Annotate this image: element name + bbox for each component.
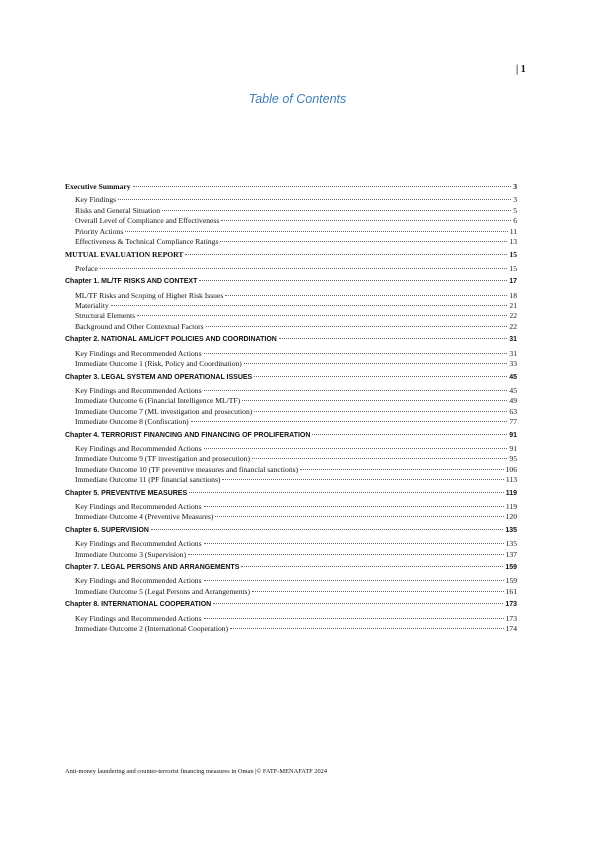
toc-entry-label: Immediate Outcome 11 (PF financial sanctions) <box>75 475 221 485</box>
dot-leader <box>215 516 503 517</box>
toc-entry[interactable] <box>65 206 517 216</box>
toc-entry-label: Key Findings and Recommended Actions <box>75 539 202 549</box>
toc-entry-label: Immediate Outcome 8 (Confiscation) <box>75 417 189 427</box>
toc-entry-label: Overall Level of Compliance and Effectiveness <box>75 216 220 226</box>
toc-entry-label: Immediate Outcome 2 (International Cooperation) <box>75 624 229 634</box>
toc-section-title: Chapter 1. ML/TF RISKS AND CONTEXT <box>65 278 198 286</box>
toc-entry-label: Immediate Outcome 3 (Supervision) <box>75 549 187 559</box>
toc-section-title: Chapter 5. PREVENTIVE MEASURES <box>65 489 188 497</box>
dot-leader <box>185 254 507 255</box>
toc-entry[interactable] <box>65 311 517 321</box>
page-footer: Anti-money laundering and counter-terrorist financing measures in Oman |© FATF-MENAFATF 2024 <box>65 768 328 775</box>
page-number: | 1 <box>516 64 526 75</box>
toc-section-title: Executive Summary <box>65 182 131 191</box>
toc-page-number: 45 <box>509 373 517 381</box>
toc-page-number: 63 <box>509 406 517 416</box>
toc-section-entry[interactable] <box>65 489 517 499</box>
toc-entry[interactable] <box>65 216 517 226</box>
dot-leader <box>191 421 508 422</box>
toc-entry[interactable] <box>65 349 517 359</box>
toc-page-number: 161 <box>505 586 517 596</box>
toc-page-number: 49 <box>509 396 517 406</box>
toc-page-number: 137 <box>505 549 517 559</box>
toc-entry[interactable] <box>65 512 517 522</box>
dot-leader <box>162 210 511 211</box>
toc-page-number: 21 <box>509 301 517 311</box>
dot-leader <box>199 280 507 281</box>
dot-leader <box>151 529 503 530</box>
toc-entry-label: Priority Actions <box>75 226 124 236</box>
toc-entry[interactable] <box>65 576 517 586</box>
toc-entry-label: Immediate Outcome 9 (TF investigation and prosecution) <box>75 454 251 464</box>
toc-entry-label: Immediate Outcome 1 (Risk, Policy and Coordination) <box>75 359 242 369</box>
dot-leader <box>252 591 504 592</box>
dot-leader <box>204 448 508 449</box>
toc-section-entry[interactable] <box>65 277 517 287</box>
toc-entry-label: Key Findings <box>75 195 117 205</box>
toc-section-entry[interactable] <box>65 373 517 383</box>
toc-page-number: 113 <box>505 475 517 485</box>
toc-entry-label: Immediate Outcome 10 (TF preventive measures and financial sanctions) <box>75 464 299 474</box>
toc-section-title: Chapter 6. SUPERVISION <box>65 526 149 534</box>
toc-entry[interactable] <box>65 386 517 396</box>
toc-entry[interactable] <box>65 237 517 247</box>
toc-page-number: 22 <box>509 321 517 331</box>
page-title: Table of Contents <box>248 92 347 106</box>
dot-leader <box>279 338 507 339</box>
toc-section-entry[interactable] <box>65 250 517 260</box>
toc-entry-label: Preface <box>75 263 98 273</box>
dot-leader <box>254 411 507 412</box>
toc-section-title: MUTUAL EVALUATION REPORT <box>65 250 184 260</box>
dot-leader <box>230 628 504 629</box>
toc-page-number: 3 <box>513 182 517 191</box>
toc-entry[interactable] <box>65 227 517 237</box>
toc-page-number: 119 <box>505 501 517 511</box>
dot-leader <box>300 469 504 470</box>
toc-entry[interactable] <box>65 475 517 485</box>
toc-page-number: 119 <box>505 489 517 497</box>
toc-section-entry[interactable] <box>65 335 517 345</box>
toc-section-entry[interactable] <box>65 526 517 536</box>
toc-section-entry[interactable] <box>65 182 517 192</box>
dot-leader <box>244 363 508 364</box>
toc-page-number: 159 <box>505 564 517 571</box>
toc-section-title: Chapter 4. TERRORIST FINANCING AND FINANCING OF PROLIFERATION <box>65 431 311 439</box>
dot-leader <box>133 186 512 187</box>
toc-entry-label: Key Findings and Recommended Actions <box>75 348 202 358</box>
toc-entry[interactable] <box>65 539 517 549</box>
toc-entry-label: Materiality <box>75 301 109 311</box>
toc-entry[interactable] <box>65 465 517 475</box>
toc-entry[interactable] <box>65 587 517 597</box>
dot-leader <box>225 295 507 296</box>
toc-entry[interactable] <box>65 264 517 274</box>
dot-leader <box>137 315 507 316</box>
toc-entry[interactable] <box>65 322 517 332</box>
toc-entry-label: Risks and General Situation <box>75 205 160 215</box>
toc-page-number: 3 <box>513 195 517 205</box>
dot-leader <box>189 492 504 493</box>
toc-page-number: 173 <box>505 613 517 623</box>
dot-leader <box>220 241 507 242</box>
toc-page-number: 159 <box>505 576 517 586</box>
toc-page-number: 33 <box>509 359 517 369</box>
toc-section-entry[interactable] <box>65 563 517 573</box>
toc-page-number: 31 <box>509 336 517 344</box>
toc-page-number: 91 <box>509 443 517 453</box>
dot-leader <box>204 543 504 544</box>
dot-leader <box>204 580 504 581</box>
toc-page-number: 5 <box>513 205 517 215</box>
toc-section-title: Chapter 3. LEGAL SYSTEM AND OPERATIONAL ISSUES <box>65 373 253 381</box>
toc-entry-label: ML/TF Risks and Scoping of Higher Risk Issues <box>75 290 224 300</box>
toc-entry-label: Effectiveness & Technical Compliance Ratings <box>75 237 219 247</box>
toc-entry[interactable] <box>65 550 517 560</box>
toc-section-entry[interactable] <box>65 600 517 610</box>
dot-leader <box>254 376 507 377</box>
toc-page-number: 45 <box>509 385 517 395</box>
toc-entry[interactable] <box>65 195 517 205</box>
dot-leader <box>221 220 511 221</box>
toc-page-number: 22 <box>509 311 517 321</box>
toc-page-number: 106 <box>505 464 517 474</box>
toc-section-title: Chapter 8. INTERNATIONAL COOPERATION <box>65 601 212 609</box>
toc-entry[interactable] <box>65 359 517 369</box>
dot-leader <box>204 506 504 507</box>
dot-leader <box>206 326 508 327</box>
dot-leader <box>241 566 503 567</box>
toc-page-number: 15 <box>509 263 517 273</box>
toc-page-number: 13 <box>509 237 517 247</box>
toc-section-title: Chapter 7. LEGAL PERSONS AND ARRANGEMENTS <box>65 564 240 571</box>
toc-page-number: 17 <box>509 278 517 286</box>
toc-entry[interactable] <box>65 396 517 406</box>
dot-leader <box>252 458 507 459</box>
toc-entry[interactable] <box>65 454 517 464</box>
toc-entry-label: Key Findings and Recommended Actions <box>75 443 202 453</box>
toc-page-number: 18 <box>509 290 517 300</box>
dot-leader <box>125 231 507 232</box>
table-of-contents <box>65 182 517 634</box>
dot-leader <box>204 353 508 354</box>
toc-entry-label: Immediate Outcome 7 (ML investigation and prosecution) <box>75 406 253 416</box>
toc-section-title: Chapter 2. NATIONAL AML/CFT POLICIES AND COORDINATION <box>65 336 277 344</box>
dot-leader <box>111 305 508 306</box>
toc-page-number: 15 <box>509 250 517 260</box>
toc-page-number: 120 <box>505 512 517 522</box>
toc-page-number: 135 <box>505 539 517 549</box>
toc-page-number: 77 <box>509 417 517 427</box>
dot-leader <box>100 268 508 269</box>
toc-page-number: 31 <box>509 348 517 358</box>
toc-section-entry[interactable] <box>65 431 517 441</box>
toc-page-number: 91 <box>509 431 517 439</box>
toc-entry[interactable] <box>65 417 517 427</box>
toc-page-number: 135 <box>505 526 517 534</box>
dot-leader <box>204 618 504 619</box>
toc-entry-label: Key Findings and Recommended Actions <box>75 385 202 395</box>
toc-page-number: 174 <box>505 624 517 634</box>
toc-entry-label: Immediate Outcome 4 (Preventive Measures) <box>75 512 214 522</box>
dot-leader <box>213 603 503 604</box>
toc-entry-label: Key Findings and Recommended Actions <box>75 576 202 586</box>
toc-entry-label: Structural Elements <box>75 311 136 321</box>
dot-leader <box>242 400 507 401</box>
dot-leader <box>118 199 511 200</box>
toc-entry-label: Immediate Outcome 5 (Legal Persons and Arrangements) <box>75 586 251 596</box>
toc-entry[interactable] <box>65 614 517 624</box>
dot-leader <box>188 554 503 555</box>
toc-page-number: 173 <box>505 601 517 609</box>
toc-page-number: 11 <box>509 226 517 236</box>
toc-page-number: 95 <box>509 454 517 464</box>
toc-entry[interactable] <box>65 301 517 311</box>
dot-leader <box>312 434 507 435</box>
toc-entry[interactable] <box>65 407 517 417</box>
toc-entry[interactable] <box>65 291 517 301</box>
toc-entry-label: Key Findings and Recommended Actions <box>75 613 202 623</box>
toc-entry[interactable] <box>65 444 517 454</box>
dot-leader <box>222 479 503 480</box>
toc-entry-label: Key Findings and Recommended Actions <box>75 501 202 511</box>
toc-entry-label: Background and Other Contextual Factors <box>75 321 204 331</box>
dot-leader <box>204 390 508 391</box>
toc-page-number: 6 <box>513 216 517 226</box>
toc-entry-label: Immediate Outcome 6 (Financial Intelligence ML/TF) <box>75 396 241 406</box>
toc-entry[interactable] <box>65 624 517 634</box>
toc-entry[interactable] <box>65 502 517 512</box>
